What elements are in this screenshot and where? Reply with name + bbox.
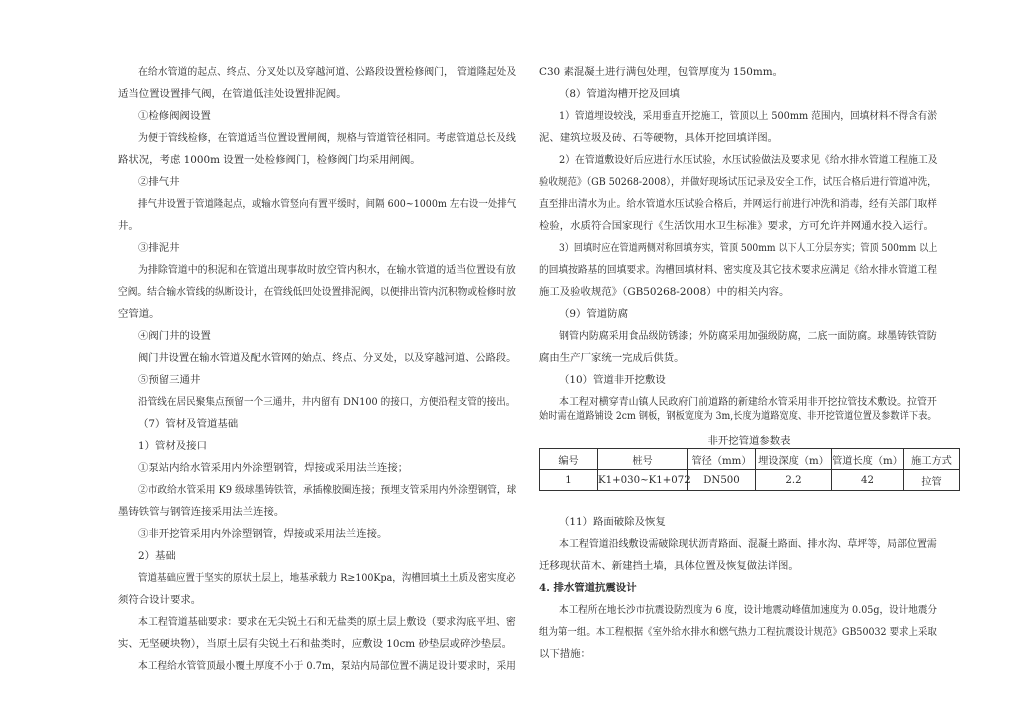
- paragraph-line: 检验，水质符合国家现行《生活饮用水卫生标准》要求，方可允许并网通水投入运行。: [539, 220, 934, 232]
- table-header-cell: 施工方式: [904, 449, 960, 470]
- paragraph-line: 井。: [118, 220, 139, 232]
- table-header-row: [540, 449, 960, 470]
- paragraph-line: 3）回填时应在管道两侧对称回填夯实，管顶 500mm 以下人工分层夯实；管顶 500mm 以上: [559, 242, 938, 254]
- paragraph-line: 管道基础应置于坚实的原状土层上，地基承载力 R≥100Kpa，沟槽回填土土质及密实度必: [138, 572, 516, 584]
- paragraph-line: 路状况，考虑 1000m 设置一处检修阀门，检修阀门均采用闸阀。: [118, 154, 421, 166]
- paragraph-line: 1）管道埋设较浅，采用垂直开挖施工，管顶以上 500mm 范围内，回填材料不得含有淤: [559, 110, 938, 122]
- table-row: [540, 470, 960, 491]
- paragraph-line: 空阀。结合输水管线的纵断设计，在管线低凹处设置排泥阀，以便排出管内沉积物或检修时放: [118, 286, 516, 298]
- table-cell: 1: [540, 470, 598, 491]
- table-caption: 非开挖管道参数表: [707, 435, 791, 447]
- table-cell: K1+030~K1+072: [598, 470, 688, 491]
- section-heading: （7）管材及管道基础: [138, 418, 239, 430]
- paragraph-line: 始时需在道路铺设 2cm 钢板，钢板宽度为 3m,长度为道路宽度、非开挖管道位置及参数详下表。: [539, 410, 937, 422]
- table-header-cell: 管道长度（m）: [832, 449, 904, 470]
- paragraph-line: 迁移现状苗木、新建挡土墙，具体位置及恢复做法详图。: [539, 560, 799, 572]
- section-heading: （8）管道沟槽开挖及回填: [559, 88, 680, 100]
- paragraph-line: 本工程管道沿线敷设需破除现状沥青路面、混凝土路面、排水沟、草坪等，局部位置需: [559, 538, 937, 550]
- paragraph-line: 本工程对横穿青山镇人民政府门前道路的新建给水管采用非开挖拉管技术敷设。拉管开: [559, 396, 937, 408]
- paragraph-line: 排气井设置于管道隆起点，或输水管竖向有置平缓时，间隔 600~1000m 左右设一处排气: [138, 198, 517, 210]
- paragraph-line: ③非开挖管采用内外涂塑钢管，焊接或采用法兰连接。: [138, 528, 388, 540]
- paragraph-line: 钢管内防腐采用食品级防锈漆；外防腐采用加强级防腐，二底一面防腐。球墨铸铁管防: [559, 330, 937, 342]
- paragraph-line: 的回填按路基的回填要求。沟槽回填材料、密实度及其它技术要求应满足《给水排水管道工程: [539, 264, 937, 276]
- table-cell: DN500: [688, 470, 756, 491]
- pipe-parameters-table: [539, 448, 960, 491]
- subheading: 2）基础: [138, 550, 176, 562]
- paragraph-line: 以下措施：: [539, 648, 591, 660]
- subheading: 1）管材及接口: [138, 440, 207, 452]
- section-heading: （11）路面破除及恢复: [559, 516, 666, 528]
- table-header-cell: 编号: [540, 449, 598, 470]
- paragraph-line: 为便于管线检修，在管道适当位置设置闸阀，规格与管道管径相同。考虑管道总长及线: [138, 132, 516, 144]
- section-heading: （9）管道防腐: [559, 308, 628, 320]
- subheading: ①检修阀阀设置: [138, 110, 211, 122]
- paragraph-line: 沿管线在居民聚集点预留一个三通井，井内留有 DN100 的接口，方便沿程支管的接出。: [138, 396, 516, 408]
- paragraph-line: 施工及验收规范》（GB50268-2008）中的相关内容。: [539, 286, 790, 298]
- subheading: ⑤预留三通井: [138, 374, 201, 386]
- paragraph-line: 在给水管道的起点、终点、分叉处以及穿越河道、公路段设置检修阀门， 管道隆起处及: [138, 66, 517, 78]
- subheading: ③排泥井: [138, 242, 180, 254]
- paragraph-line: 组为第一组。本工程根据《室外给水排水和燃气热力工程抗震设计规范》GB50032 要求上采取: [539, 626, 937, 638]
- chapter-heading: 4. 排水管道抗震设计: [539, 582, 637, 594]
- paragraph-line: 实、无坚硬块物），当原土层有尖锐土石和盐类时，应敷设 10cm 砂垫层或碎沙垫层。: [118, 638, 512, 650]
- table-cell: 2.2: [756, 470, 832, 491]
- table-cell: 42: [832, 470, 904, 491]
- paragraph-line: C30 素混凝土进行满包处理，包管厚度为 150mm。: [539, 66, 783, 78]
- subheading: ②排气井: [138, 176, 180, 188]
- paragraph-line: 本工程所在地长沙市抗震设防烈度为 6 度，设计地震动峰值加速度为 0.05g，设计地震分: [559, 604, 938, 616]
- paragraph-line: 空管道。: [118, 308, 160, 320]
- table-header-cell: 埋设深度（m）: [756, 449, 832, 470]
- paragraph-line: 为排除管道中的积泥和在管道出现事故时放空管内积水，在输水管道的适当位置设有放: [138, 264, 516, 276]
- paragraph-line: 本工程给水管管顶最小覆土厚度不小于 0.7m，泵站内局部位置不满足设计要求时，采用: [138, 660, 516, 672]
- section-heading: （10）管道非开挖敷设: [559, 374, 666, 386]
- table-cell: 拉管: [904, 470, 960, 491]
- paragraph-line: ②市政给水管采用 K9 级球墨铸铁管，承插橡胶圈连接；预埋支管采用内外涂塑钢管，球: [138, 484, 517, 496]
- paragraph-line: 墨铸铁管与钢管连接采用法兰连接。: [118, 506, 285, 518]
- paragraph-line: ①泵站内给水管采用内外涂塑钢管，焊接或采用法兰连接；: [138, 462, 409, 474]
- paragraph-line: 适当位置设置排气阀，在管道低洼处设置排泥阀。: [118, 88, 347, 100]
- paragraph-line: 2）在管道敷设好后应进行水压试验，水压试验做法及要求见《给水排水管道工程施工及: [559, 154, 938, 166]
- table-header-cell: 管径（mm）: [688, 449, 756, 470]
- paragraph-line: 泥、建筑垃圾及砖、石等硬物，具体开挖回填详图。: [539, 132, 778, 144]
- paragraph-line: 阀门井设置在输水管道及配水管网的始点、终点、分叉处，以及穿越河道、公路段。: [138, 352, 517, 364]
- paragraph-line: 腐由生产厂家统一完成后供货。: [539, 352, 685, 364]
- paragraph-line: 本工程管道基础要求：要求在无尖锐土石和无盐类的原土层上敷设（要求沟底平坦、密: [138, 616, 516, 628]
- table-header-cell: 桩号: [598, 449, 688, 470]
- paragraph-line: 直至排出清水为止。给水管道水压试验合格后，并网运行前进行冲洗和消毒，经有关部门取样: [539, 198, 937, 210]
- paragraph-line: 验收规范》（GB 50268-2008），并做好现场试压记录及安全工作，试压合格后进行管道冲洗，: [539, 176, 937, 188]
- subheading: ④阀门井的设置: [138, 330, 211, 342]
- paragraph-line: 须符合设计要求。: [118, 594, 202, 606]
